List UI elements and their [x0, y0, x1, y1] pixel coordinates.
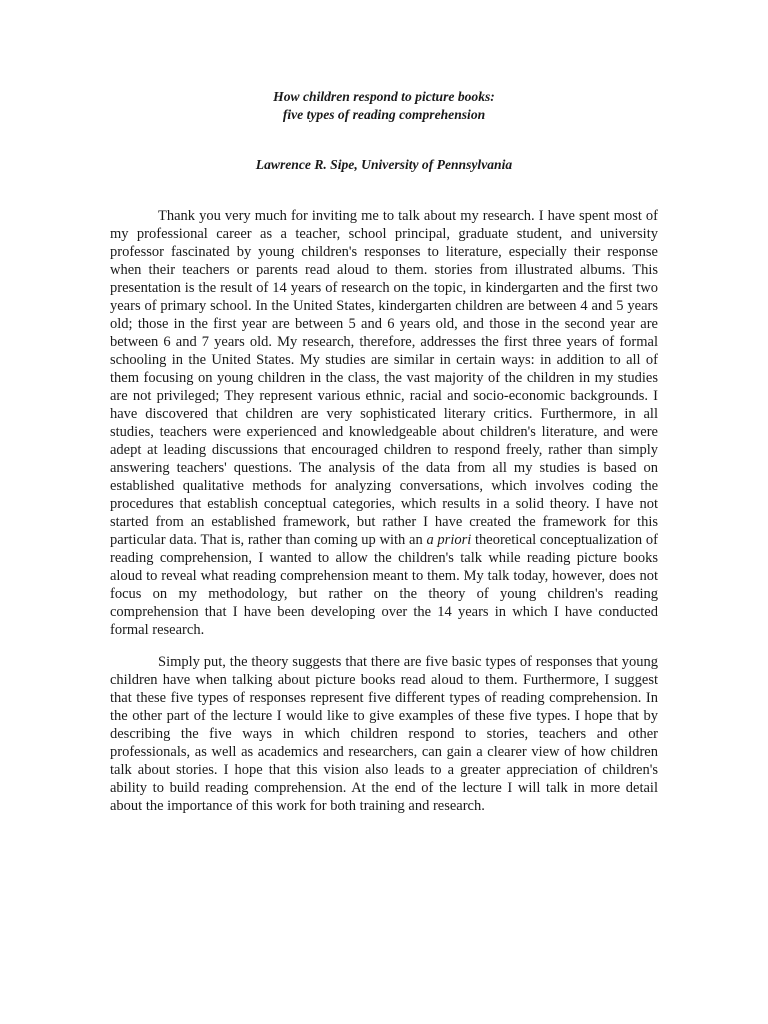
paragraph-2-text: Simply put, the theory suggests that there are five basic types of responses that young children have when talking about picture books read aloud to them. Furthermore, I suggest that these five types of responses represent five different types of reading comprehension. In the other part of the lecture I would like to give examples of these five types. I hope that by describing the five ways in which children respond to stories, teachers and other professionals, as well as academics and researchers, can gain a clearer view of how children talk about stories. I hope that this vision also leads to a greater appreciation of children's ability to build reading comprehension. At the end of the lecture I will talk in more detail about the importance of this work for both training and research.: [110, 654, 658, 814]
author-line: Lawrence R. Sipe, University of Pennsylvania: [255, 157, 513, 172]
title-line-2: five types of reading comprehension: [282, 107, 486, 122]
title-line-1: How children respond to picture books:: [273, 89, 495, 104]
paragraph-1-text-start: Thank you very much for inviting me to talk about my research. I have spent most of my professional career as a teacher, school principal, graduate student, and university professor fascinated by young children's responses to literature, especially their response when their teachers or parents read aloud to them. stories from illustrated albums. This presentation is the result of 14 years of research on the topic, in kindergarten and the first two years of primary school. In the United States, kindergarten children are between 4 and 5 years old; those in the first year are between 5 and 6 years old, and those in the second year are between 6 and 7 years old. My research, therefore, addresses the first three years of formal schooling in the United States. My studies are similar in certain ways: in addition to all of them focusing on young children in the class, the vast majority of the children in my studies are not privileged; They represent various ethnic, racial and socio-economic backgrounds. I have discovered that children are very sophisticated literary critics. Furthermore, in all studies, teachers were experienced and knowledgeable about children's literature, and were adept at leading discussions that encouraged children to respond freely, rather than simply answering teachers' questions. The analysis of the data from all my studies is based on established qualitative methods for analyzing conversations, which involves coding the procedures that establish conceptual categories, which results in a solid theory. I have not started from an established framework, but rather I have created the framework for this particular data. That is, rather than coming up with an: [110, 208, 658, 548]
document-title: [0, 88, 768, 124]
paragraph-1-text-end: theoretical conceptualization of reading comprehension, I wanted to allow the children's talk while reading picture books aloud to reveal what reading comprehension meant to them. My talk today, however, does not focus on my methodology, but rather on the theory of young children's reading comprehension that I have been developing over the 14 years in which I have conducted formal research.: [110, 532, 658, 638]
body-paragraph-2: [110, 653, 658, 815]
paragraph-1-italic-term: a priori: [426, 532, 472, 548]
body-paragraph-1: [110, 207, 658, 639]
